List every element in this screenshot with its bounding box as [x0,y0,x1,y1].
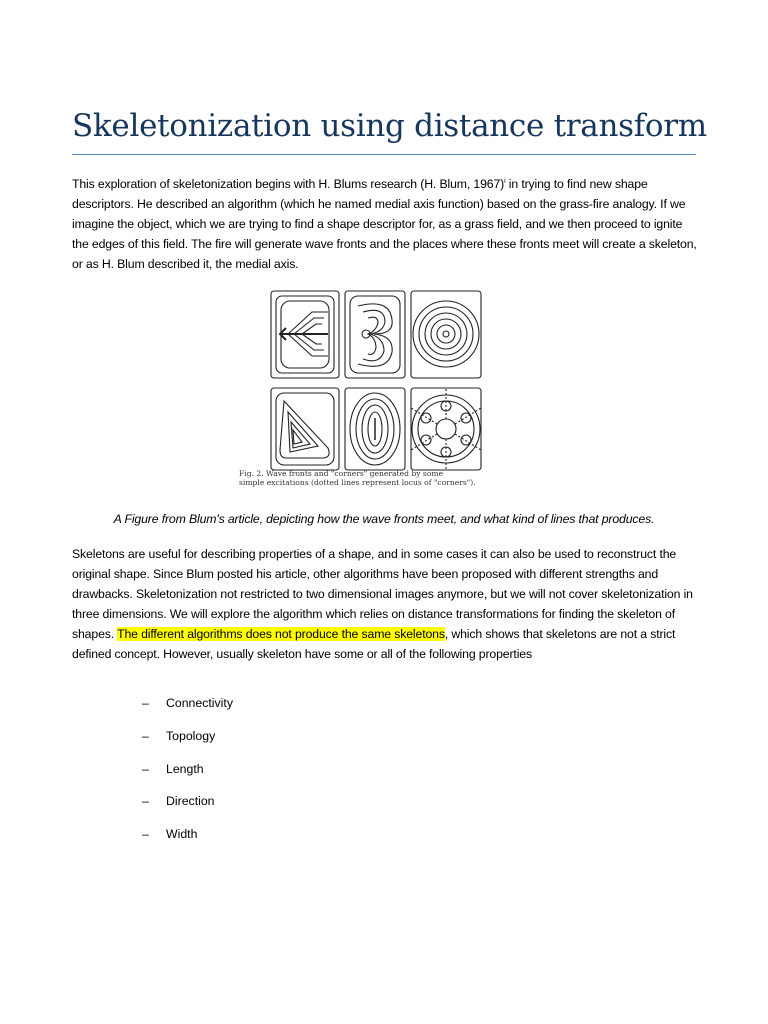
highlighted-text: The different algorithms does not produce the same skeletons [117,627,445,642]
figure-panel-arrow [271,291,339,378]
page-title: Skeletonization using distance transform [72,108,707,144]
list-dash: – [142,827,149,842]
list-item [142,827,233,860]
list-dash: – [142,794,149,809]
intro-text-start: This exploration of skeletonization begins with H. Blums research (H. Blum, 1967) [72,177,505,191]
list-item [142,762,233,795]
list-item-label: Width [166,827,198,842]
list-item [142,696,233,729]
list-item [142,729,233,762]
inner-caption-line-1: Fig. 2. Wave fronts and "corners" generated by some [239,469,444,478]
body-text-end: , which shows that skeletons are not a strict defined concept. However, usually skeleton have some or all of the following properties [72,627,676,662]
wavefront-figure [266,288,530,494]
inner-caption-line-2: simple excitations (dotted lines represent locus of "corners"). [239,478,476,487]
list-item-label: Direction [166,794,215,809]
footnote-marker: i [504,177,506,185]
list-dash: – [142,761,149,776]
list-item-label: Length [166,761,204,776]
list-dash: – [142,728,149,743]
intro-paragraph [72,174,702,274]
figure-inner-caption [239,469,476,487]
list-item [142,794,233,827]
list-dash: – [142,696,149,710]
properties-list [142,696,233,860]
figure-panel-curve [345,291,405,378]
figure-panel-triangle [271,388,339,470]
figure-panel-ellipse [345,388,405,470]
body-paragraph [72,544,702,665]
intro-text-end: in trying to find new shape descriptors. He described an algorithm (which he named medial axis function) based on the grass-fire analogy. If we imagine the object, which we are trying to find a shape descriptor for, as a grass field, and we then proceed to ignite the edges of this field. The fire will generate wave fronts and the places where these fronts meet will create a skeleton, or as H. Blum described it, the medial axis. [72,177,697,272]
figure-panel-circle [411,291,481,378]
list-item-label: Topology [166,728,216,743]
figure-caption: A Figure from Blum's article, depicting how the wave fronts meet, and what kind of lines that produces. [113,512,655,526]
body-text-start: Skeletons are useful for describing properties of a shape, and in some cases it can also be used to reconstruct the original shape. Since Blum posted his article, other algorithms have been proposed with different strengths and drawbacks. Skeletonization not restricted to two dimensional images anymore, but we will not cover skeletonization in three dimensions. We will explore the algorithm which relies on distance transformations for finding the skeleton of shapes. [72,547,693,642]
list-item-label: Connectivity [166,696,233,710]
figure-panel-points [411,388,481,470]
title-underline [72,154,696,155]
